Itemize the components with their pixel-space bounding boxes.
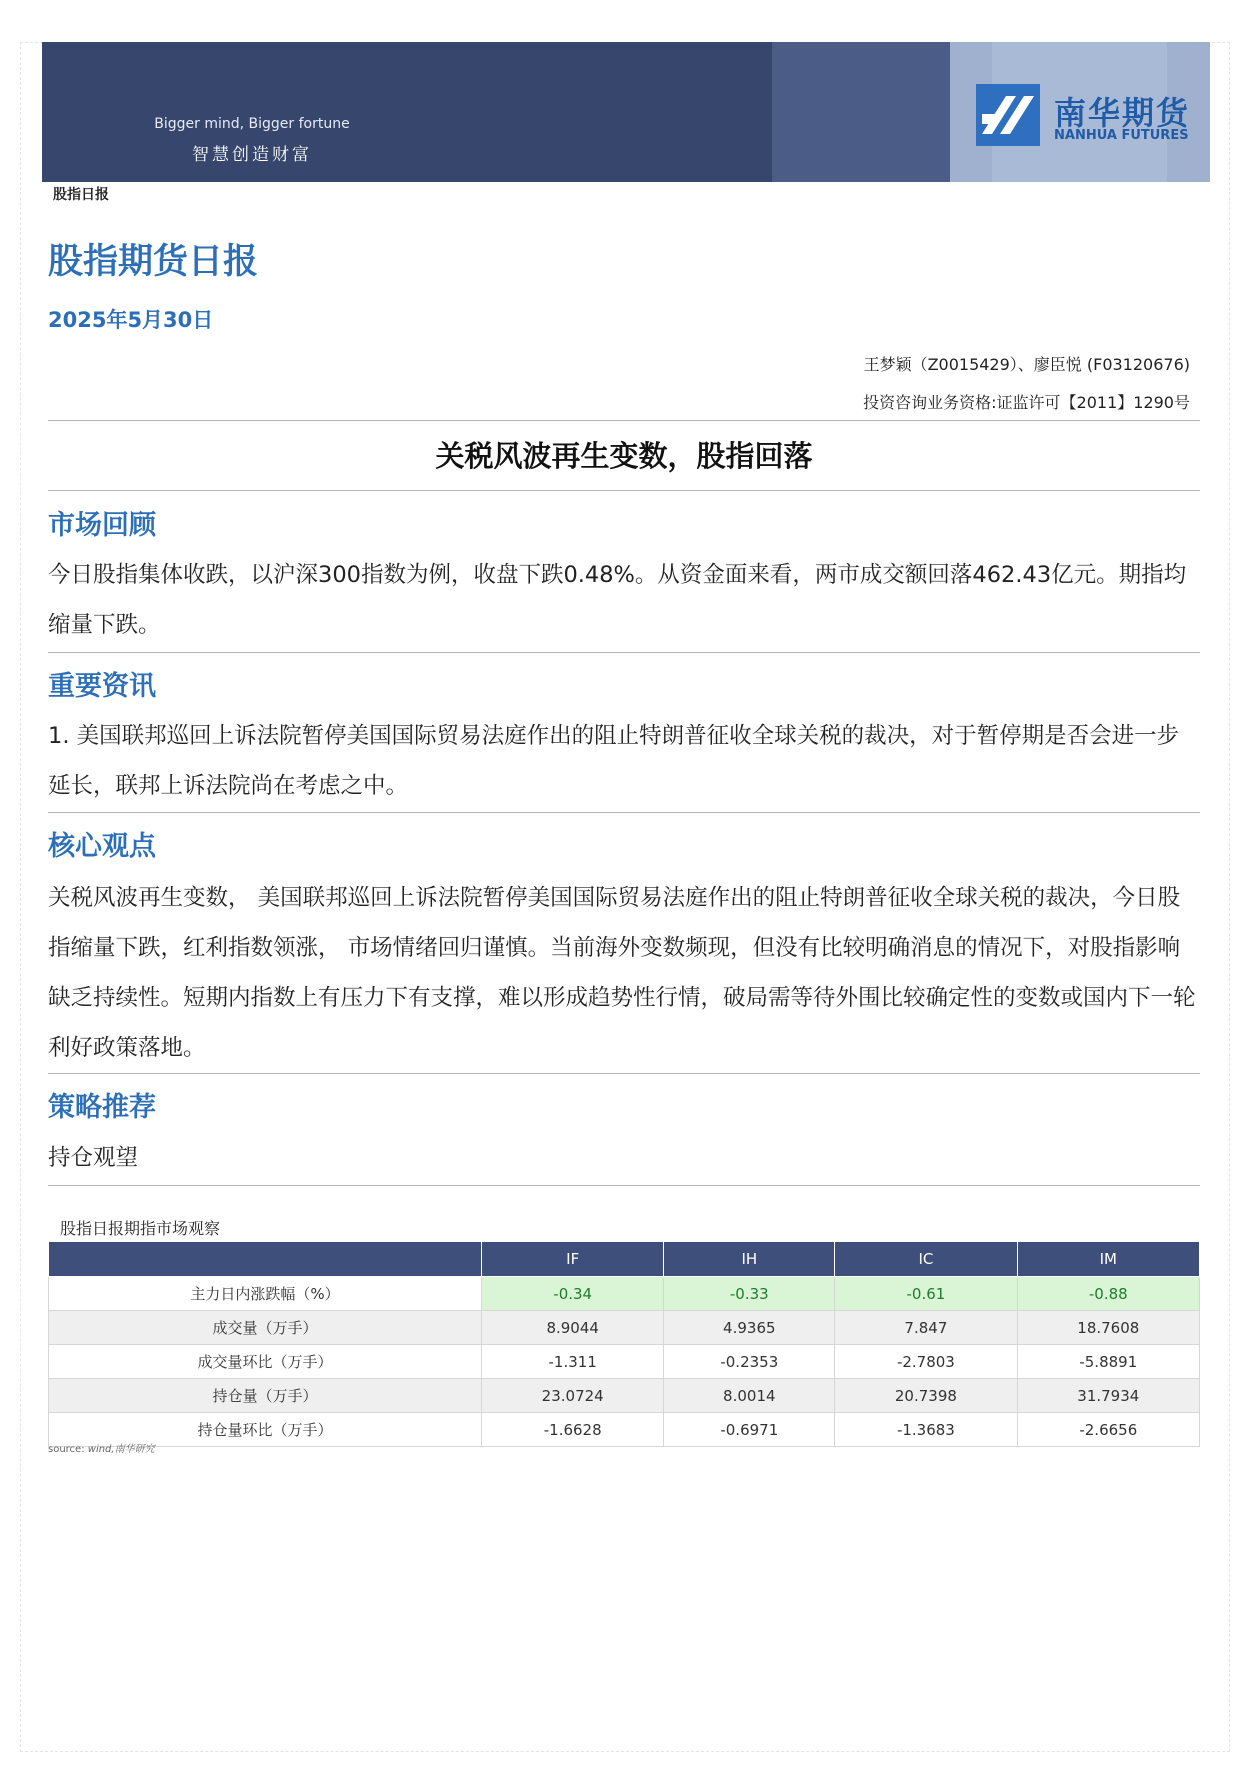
strategy-text: 持仓观望 bbox=[48, 1145, 139, 1171]
table-cell: -1.6628 bbox=[482, 1413, 664, 1447]
table-row bbox=[49, 1345, 1200, 1379]
section-title-core-view: 核心观点 bbox=[48, 831, 156, 862]
row-label: 持仓量（万手） bbox=[49, 1379, 482, 1413]
table-row bbox=[49, 1413, 1200, 1447]
table-cell: -2.7803 bbox=[835, 1345, 1017, 1379]
divider bbox=[48, 1185, 1200, 1186]
authors: 王梦颖（Z0015429）、廖臣悦 (F03120676) bbox=[863, 355, 1190, 374]
source-label: source: bbox=[48, 1444, 85, 1455]
table-row bbox=[49, 1277, 1200, 1311]
market-observation-table bbox=[48, 1241, 1200, 1447]
column-header: IM bbox=[1017, 1242, 1199, 1277]
table-cell: -0.61 bbox=[835, 1277, 1017, 1311]
section-title-strategy: 策略推荐 bbox=[48, 1092, 156, 1123]
page-title: 股指期货日报 bbox=[48, 242, 259, 282]
column-header: IH bbox=[664, 1242, 835, 1277]
table-cell: 8.0014 bbox=[664, 1379, 835, 1413]
header-banner bbox=[42, 42, 1210, 182]
row-label: 成交量环比（万手） bbox=[49, 1345, 482, 1379]
report-category: 股指日报 bbox=[53, 187, 109, 203]
divider bbox=[48, 1073, 1200, 1074]
row-label: 主力日内涨跌幅（%） bbox=[49, 1277, 482, 1311]
table-cell: -5.8891 bbox=[1017, 1345, 1199, 1379]
table-cell: 4.9365 bbox=[664, 1311, 835, 1345]
table-header-blank bbox=[49, 1242, 482, 1277]
slogan-english: Bigger mind, Bigger fortune bbox=[154, 116, 350, 132]
section-title-news: 重要资讯 bbox=[48, 671, 156, 702]
column-header: IC bbox=[835, 1242, 1017, 1277]
table-cell: -2.6656 bbox=[1017, 1413, 1199, 1447]
table-cell: -1.311 bbox=[482, 1345, 664, 1379]
table-cell: -1.3683 bbox=[835, 1413, 1017, 1447]
table-cell: 8.9044 bbox=[482, 1311, 664, 1345]
logo-text-chinese: 南华期货 bbox=[1054, 94, 1191, 132]
slogan-chinese: 智慧创造财富 bbox=[192, 145, 312, 165]
table-cell: 18.7608 bbox=[1017, 1311, 1199, 1345]
table-cell: -0.2353 bbox=[664, 1345, 835, 1379]
table-cell: 31.7934 bbox=[1017, 1379, 1199, 1413]
source-value: wind,南华研究 bbox=[87, 1444, 155, 1455]
table-row bbox=[49, 1311, 1200, 1345]
table-cell: -0.33 bbox=[664, 1277, 835, 1311]
table-cell: -0.88 bbox=[1017, 1277, 1199, 1311]
table-cell: -0.34 bbox=[482, 1277, 664, 1311]
table-row bbox=[49, 1379, 1200, 1413]
table-cell: -0.6971 bbox=[664, 1413, 835, 1447]
core-view-text: 关税风波再生变数， 美国联邦巡回上诉法院暂停美国国际贸易法庭作出的阻止特朗普征收全球关税的裁决，今日股指缩量下跌，红利指数领涨， 市场情绪回归谨慎。当前海外变数频现，但没有比较明确消息的情况下，对股指影响缺乏持续性。短期内指数上有压力下有支撑，难以形成趋势性行情，破局需等待外围比较确定性的变数或国内下一轮利好政策落地。 bbox=[48, 885, 1196, 1061]
nanhua-logo-icon bbox=[976, 84, 1040, 146]
table-cell: 23.0724 bbox=[482, 1379, 664, 1413]
divider bbox=[48, 812, 1200, 813]
report-date: 2025年5月30日 bbox=[48, 308, 214, 332]
logo-text-english: NANHUA FUTURES bbox=[1054, 128, 1189, 143]
table-title: 股指日报期指市场观察 bbox=[60, 1219, 221, 1238]
row-label: 成交量（万手） bbox=[49, 1311, 482, 1345]
divider bbox=[48, 490, 1200, 491]
divider bbox=[48, 652, 1200, 653]
headline: 关税风波再生变数，股指回落 bbox=[435, 439, 813, 473]
divider bbox=[48, 420, 1200, 421]
table-source bbox=[48, 1440, 155, 1455]
table-header-row bbox=[49, 1242, 1200, 1277]
row-label: 持仓量环比（万手） bbox=[49, 1413, 482, 1447]
table-cell: 7.847 bbox=[835, 1311, 1017, 1345]
column-header: IF bbox=[482, 1242, 664, 1277]
license-info: 投资咨询业务资格:证监许可【2011】1290号 bbox=[863, 393, 1190, 412]
market-review-text: 今日股指集体收跌，以沪深300指数为例，收盘下跌0.48%。从资金面来看，两市成交额回落462.43亿元。期指均缩量下跌。 bbox=[48, 562, 1187, 638]
table-cell: 20.7398 bbox=[835, 1379, 1017, 1413]
news-text: 1. 美国联邦巡回上诉法院暂停美国国际贸易法庭作出的阻止特朗普征收全球关税的裁决，对于暂停期是否会进一步延长，联邦上诉法院尚在考虑之中。 bbox=[48, 723, 1180, 799]
section-title-market-review: 市场回顾 bbox=[48, 510, 156, 541]
